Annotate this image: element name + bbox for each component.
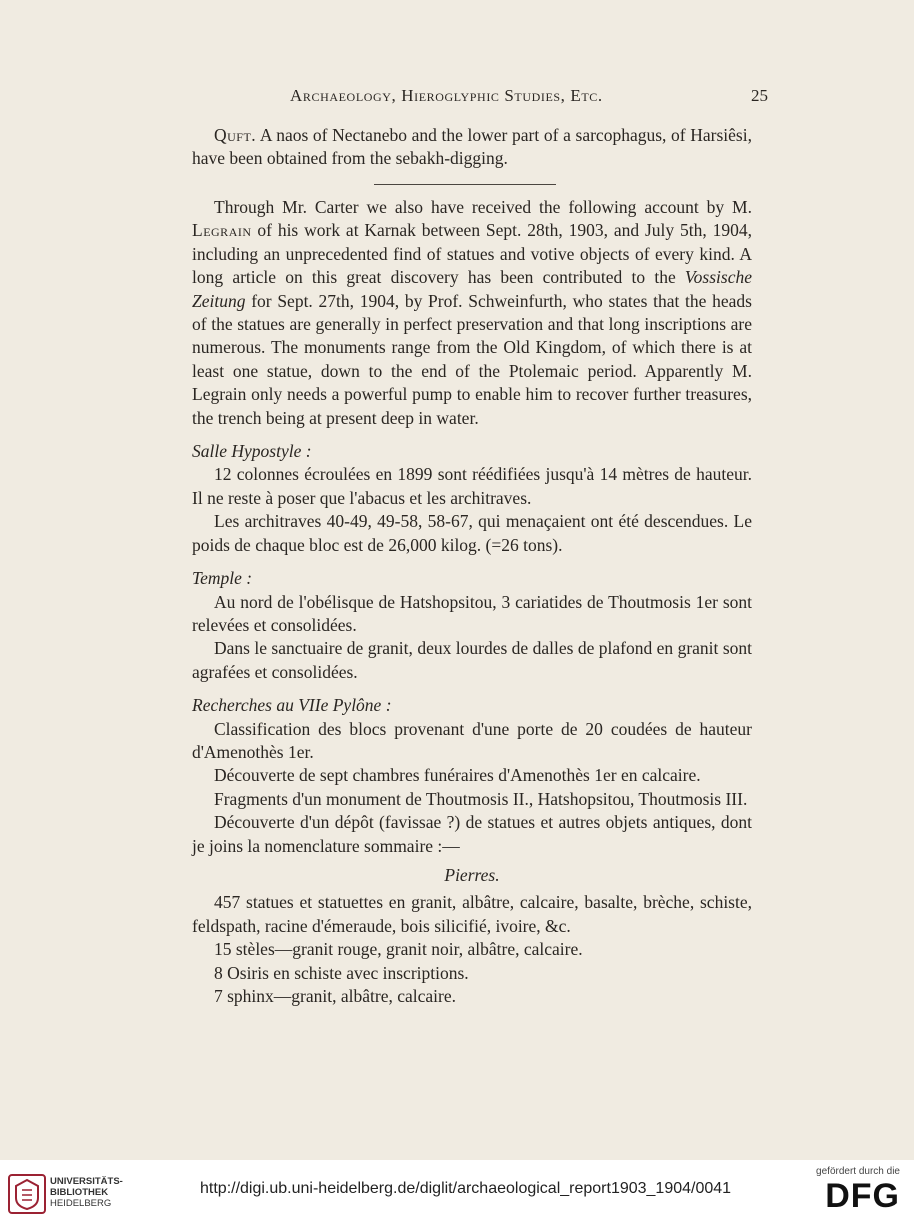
list-item: 15 stèles—granit rouge, granit noir, albâtre, calcaire. [214, 939, 583, 960]
legrain-name: Legrain [192, 220, 252, 241]
list-item: 7 sphinx—granit, albâtre, calcaire. [214, 986, 456, 1006]
section-divider [374, 184, 556, 185]
salle-paragraph-2: Les architraves 40-49, 49-58, 58-67, qui menaçaient ont été descendues. Le poids de chaque bloc est de 26,000 kilog. (=26 tons). [192, 511, 752, 555]
permalink-url[interactable]: http://digi.ub.uni-heidelberg.de/diglit/archaeological_report1903_1904/0041 [200, 1180, 732, 1197]
quft-label: Quft. [214, 125, 257, 145]
dfg-wordmark: DFG [825, 1177, 900, 1215]
dfg-caption: gefördert durch die [816, 1166, 900, 1177]
dfg-logo[interactable] [808, 1166, 900, 1222]
university-library-logo[interactable] [8, 1172, 123, 1216]
salle-heading: Salle Hypostyle : [192, 441, 312, 462]
recherches-paragraph-4: Découverte d'un dépôt (favissae ?) de statues et autres objets antiques, dont je joins la nomenclature sommaire :— [192, 812, 752, 856]
intro-paragraph: Through Mr. Carter we also have received the following account by M. Legrain of his work at Karnak between Sept. 28th, 1903, and July 5th, 1904, including an unprecedented find of statues and votive objects of every kind. A long article on this great discovery has been contributed to the Vossische Zeitung for Sept. 27th, 1904, by Prof. Schweinfurth, who states that the heads of the statues are generally in perfect preservation and that long inscriptions are numerous. The monuments range from the Old Kingdom, of which there is at least one statue, down to the end of the Ptolemaic period. Apparently M. Legrain only needs a powerful pump to enable him to recover further treasures, the trench being at present deep in water. [192, 197, 752, 428]
temple-paragraph-1: Au nord de l'obélisque de Hatshopsitou, 3 cariatides de Thoutmosis 1er sont relevées et consolidées. [192, 591, 752, 635]
main-text [192, 196, 752, 1008]
newspaper-title: Vossische Zeitung [192, 267, 752, 311]
recherches-paragraph-3: Fragments d'un monument de Thoutmosis II., Hatshopsitou, Thoutmosis III. [214, 788, 748, 809]
list-item: 8 Osiris en schiste avec inscriptions. [214, 962, 469, 983]
recherches-heading: Recherches au VIIe Pylône : [192, 695, 392, 716]
quft-text: A naos of Nectanebo and the lower part of a sarcophagus, of Harsiêsi, have been obtained from the sebakh-digging. [192, 125, 752, 169]
quft-paragraph [192, 124, 752, 171]
recherches-paragraph-1: Classification des blocs provenant d'une porte de 20 coudées de hauteur d'Amenothès 1er. [192, 718, 752, 762]
seal-icon [8, 1174, 46, 1214]
temple-heading: Temple : [192, 568, 253, 589]
pierres-heading: Pierres. [444, 864, 500, 885]
running-title: Archaeology, Hieroglyphic Studies, Etc. [290, 86, 603, 105]
recherches-paragraph-2: Découverte de sept chambres funéraires d'Amenothès 1er en calcaire. [214, 765, 701, 786]
page-number: 25 [751, 86, 768, 105]
salle-paragraph-1: 12 colonnes écroulées en 1899 sont réédifiées jusqu'à 14 mètres de hauteur. Il ne reste à poser que l'abacus et les architraves. [192, 464, 752, 508]
temple-paragraph-2: Dans le sanctuaire de granit, deux lourdes de dalles de plafond en granit sont agrafées et consolidées. [192, 638, 752, 682]
footer-bar [0, 1160, 914, 1228]
library-name: UNIVERSITÄTS- BIBLIOTHEK HEIDELBERG [50, 1176, 123, 1209]
list-item: 457 statues et statuettes en granit, albâtre, calcaire, basalte, brèche, schiste, feldspath, racine d'émeraude, bois silicifié, ivoire, &c. [192, 892, 752, 936]
